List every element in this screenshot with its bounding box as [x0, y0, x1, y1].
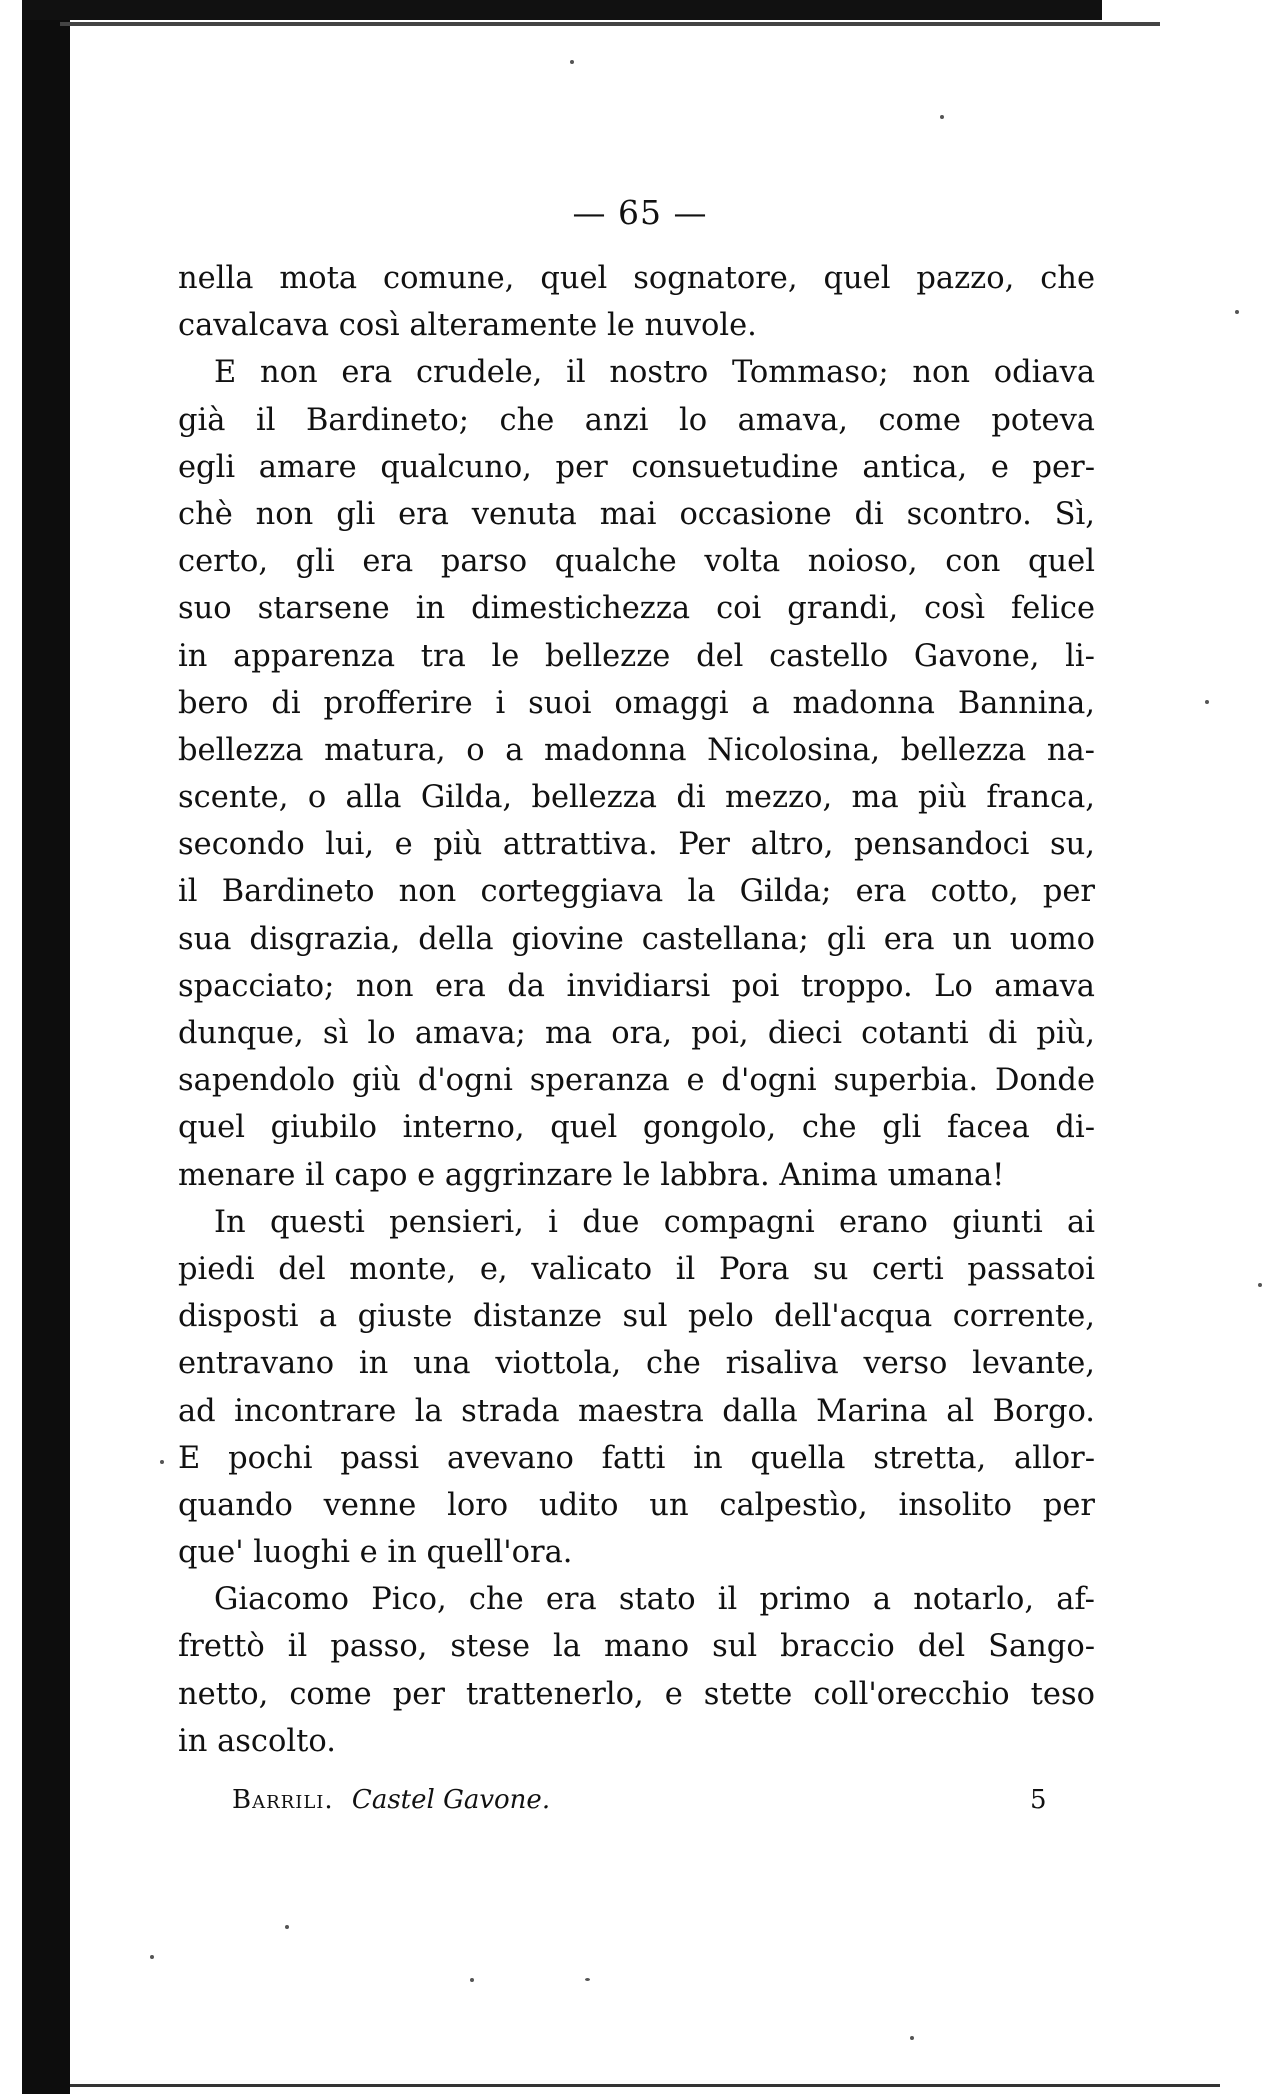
text-line: ad incontrare la strada maestra dalla Marina al Borgo. [178, 1393, 1095, 1429]
scan-bottom-edge [70, 2084, 1220, 2087]
text-line: E pochi passi avevano fatti in quella stretta, allor- [178, 1440, 1095, 1476]
scan-speck [160, 1460, 164, 1464]
scan-speck [1258, 1283, 1262, 1287]
text-line: disposti a giuste distanze sul pelo dell'acqua corrente, [178, 1299, 1095, 1335]
scan-speck [1205, 700, 1209, 704]
text-line: secondo lui, e più attrattiva. Per altro, pensandoci su, [178, 827, 1095, 863]
text-line: frettò il passo, stese la mano sul braccio del Sango- [178, 1629, 1095, 1665]
text-line: sua disgrazia, della giovine castellana; gli era un uomo [178, 921, 1095, 957]
footer-title: Castel Gavone. [351, 1785, 551, 1815]
text-line: In questi pensieri, i due compagni erano giunti ai [214, 1204, 1095, 1240]
scan-top-rule [60, 22, 1160, 26]
text-line: bero di profferire i suoi omaggi a madonna Bannina, [178, 685, 1095, 721]
footer-author: Barrili. [232, 1785, 334, 1815]
body-text [178, 255, 1095, 1765]
scan-speck [285, 1925, 289, 1929]
text-line: dunque, sì lo amava; ma ora, poi, dieci cotanti di più, [178, 1016, 1095, 1051]
text-line: il Bardineto non corteggiava la Gilda; era cotto, per [178, 874, 1095, 910]
scan-speck [1235, 310, 1239, 314]
text-line: piedi del monte, e, valicato il Pora su certi passatoi [178, 1251, 1095, 1287]
text-line: Giacomo Pico, che era stato il primo a notarlo, af- [214, 1582, 1095, 1618]
text-line: in ascolto. [178, 1723, 336, 1759]
text-line: certo, gli era parso qualche volta noioso, con quel [178, 544, 1095, 580]
scan-speck [910, 2036, 914, 2040]
text-line: entravano in una viottola, che risaliva verso levante, [178, 1346, 1095, 1382]
page-number: — 65 — [572, 193, 708, 232]
scan-speck [585, 1978, 590, 1981]
text-line: spacciato; non era da invidiarsi poi troppo. Lo amava [178, 968, 1095, 1004]
text-line: suo starsene in dimestichezza coi grandi, così felice [178, 591, 1095, 627]
text-line: que' luoghi e in quell'ora. [178, 1535, 573, 1571]
scan-binding-shadow [22, 0, 70, 2094]
scan-top-edge [22, 0, 1102, 20]
text-line: scente, o alla Gilda, bellezza di mezzo, ma più franca, [178, 780, 1095, 816]
scan-speck [940, 115, 944, 119]
text-line: E non era crudele, il nostro Tommaso; non odiava [214, 355, 1095, 391]
text-line: bellezza matura, o a madonna Nicolosina, bellezza na- [178, 732, 1095, 768]
text-line: già il Bardineto; che anzi lo amava, come poteva [178, 402, 1095, 438]
text-line: quel giubilo interno, quel gongolo, che gli facea di- [178, 1110, 1095, 1146]
signature-mark: 5 [1030, 1785, 1047, 1815]
text-line: cavalcava così alteramente le nuvole. [178, 308, 757, 344]
text-line: sapendolo giù d'ogni speranza e d'ogni superbia. Donde [178, 1063, 1095, 1099]
text-line: nella mota comune, quel sognatore, quel pazzo, che [178, 261, 1095, 296]
scan-speck [150, 1955, 154, 1959]
scan-speck [470, 1978, 474, 1982]
text-line: netto, come per trattenerlo, e stette coll'orecchio teso [178, 1676, 1095, 1712]
text-line: menare il capo e aggrinzare le labbra. Anima umana! [178, 1157, 1005, 1193]
scan-speck [570, 60, 574, 64]
text-line: egli amare qualcuno, per consuetudine antica, e per- [178, 449, 1095, 485]
text-line: in apparenza tra le bellezze del castello Gavone, li- [178, 638, 1095, 674]
text-line: quando venne loro udito un calpestìo, insolito per [178, 1487, 1095, 1523]
running-footer [232, 1785, 1112, 1815]
text-line: chè non gli era venuta mai occasione di scontro. Sì, [178, 496, 1095, 532]
